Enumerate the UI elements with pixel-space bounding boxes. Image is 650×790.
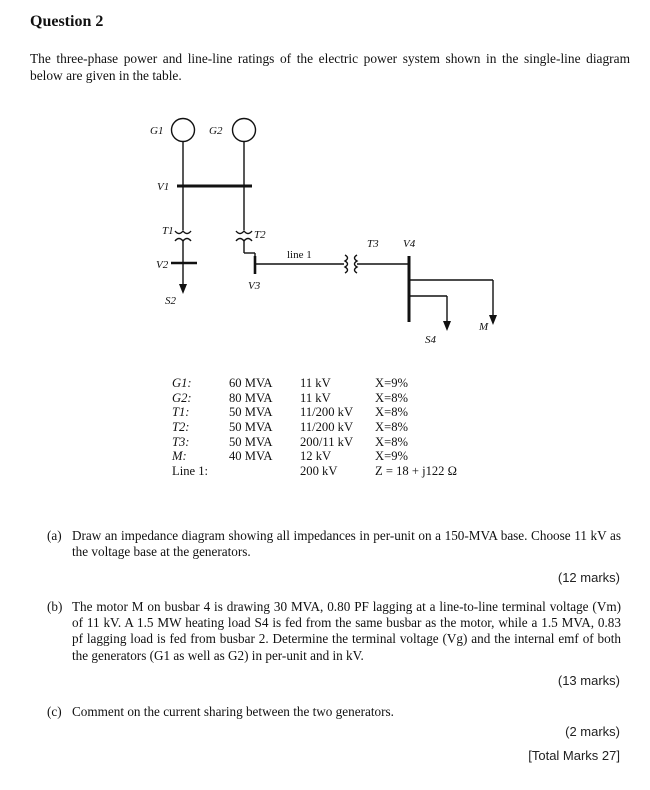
label-s4: S4 — [425, 334, 436, 346]
rating-impedance: X=8% — [375, 405, 408, 420]
intro-text: The three-phase power and line-line ratings of the electric power system shown in the single-line diagram below are given in the table. — [30, 51, 630, 83]
part-b-label: (b) — [47, 599, 63, 614]
generator-g1-symbol — [172, 119, 195, 142]
part-c-marks: (2 marks) — [565, 724, 620, 739]
part-a — [47, 528, 621, 560]
part-b — [47, 599, 621, 664]
rating-power: 80 MVA — [229, 390, 273, 405]
rating-name: M: — [172, 449, 187, 464]
label-m: M — [479, 321, 489, 333]
ratings-row — [172, 449, 495, 464]
part-c-label: (c) — [47, 704, 62, 719]
label-t1: T1 — [162, 225, 174, 237]
load-s4-arrow — [443, 321, 451, 331]
rating-voltage: 200/11 kV — [300, 434, 354, 449]
rating-impedance: X=8% — [375, 420, 408, 435]
label-t3: T3 — [367, 238, 379, 250]
rating-name: G2: — [172, 390, 192, 405]
part-c-text: Comment on the current sharing between the two generators. — [72, 704, 394, 720]
ratings-row — [172, 391, 495, 406]
rating-voltage: 11/200 kV — [300, 420, 354, 435]
ratings-row — [172, 435, 495, 450]
rating-name: T2: — [172, 420, 190, 435]
ratings-table — [172, 376, 495, 479]
part-a-text: Draw an impedance diagram showing all impedances in per-unit on a 150-MVA base. Choose 11 kV as the voltage base at the generators. — [72, 528, 621, 560]
rating-power: 50 MVA — [229, 420, 273, 435]
rating-impedance: X=9% — [375, 449, 408, 464]
rating-name: T3: — [172, 434, 190, 449]
label-s2: S2 — [165, 295, 176, 307]
label-v4: V4 — [403, 238, 416, 250]
label-g1: G1 — [150, 125, 164, 137]
transformer-t3-symbol — [345, 255, 357, 273]
label-v3: V3 — [248, 280, 261, 292]
rating-voltage: 12 kV — [300, 449, 332, 464]
ratings-row — [172, 376, 495, 391]
part-b-text: The motor M on busbar 4 is drawing 30 MVA, 0.80 PF lagging at a line-to-line terminal voltage (Vm) of 11 kV. A 1.5 MW heating load S4 is fed from the same busbar as the motor, while a 1.5 MVA, 0.83 pf lagging load is fed from busbar 2. Determine the terminal voltage (Vg) and the internal emf of both the generators (G1 as well as G2) in per-unit and in kV. — [72, 599, 621, 663]
rating-impedance: X=8% — [375, 390, 408, 405]
label-line1: line 1 — [287, 249, 312, 261]
rating-voltage: 11 kV — [300, 390, 331, 405]
ratings-row — [172, 405, 495, 420]
part-a-label: (a) — [47, 528, 62, 543]
rating-power: 50 MVA — [229, 405, 273, 420]
rating-impedance: Z = 18 + j122 Ω — [375, 464, 457, 479]
question-title: Question 2 — [30, 13, 104, 30]
part-b-marks: (13 marks) — [557, 673, 620, 688]
transformer-t2-symbol — [236, 231, 252, 241]
part-a-marks: (12 marks) — [557, 570, 620, 585]
rating-voltage: 11/200 kV — [300, 405, 354, 420]
motor-m-arrow — [489, 315, 497, 325]
rating-power: 40 MVA — [229, 449, 273, 464]
rating-voltage: 11 kV — [300, 376, 331, 390]
rating-power — [229, 464, 300, 479]
load-s2-arrow — [179, 284, 187, 294]
part-c — [47, 704, 621, 720]
rating-name: Line 1: — [172, 464, 209, 479]
label-v1: V1 — [157, 181, 170, 193]
rating-power: 50 MVA — [229, 434, 273, 449]
transformer-t1-symbol — [175, 231, 191, 241]
total-marks: [Total Marks 27] — [528, 748, 620, 763]
rating-voltage: 200 kV — [300, 464, 338, 479]
rating-impedance: X=8% — [375, 434, 408, 449]
ratings-row — [172, 464, 495, 479]
rating-power: 60 MVA — [229, 376, 273, 390]
ratings-row — [172, 420, 495, 435]
rating-impedance: X=9% — [375, 376, 408, 390]
label-g2: G2 — [209, 125, 223, 137]
rating-name: G1: — [172, 376, 192, 390]
rating-name: T1: — [172, 405, 190, 420]
label-v2: V2 — [156, 259, 169, 271]
label-t2: T2 — [254, 229, 266, 241]
generator-g2-symbol — [233, 119, 256, 142]
